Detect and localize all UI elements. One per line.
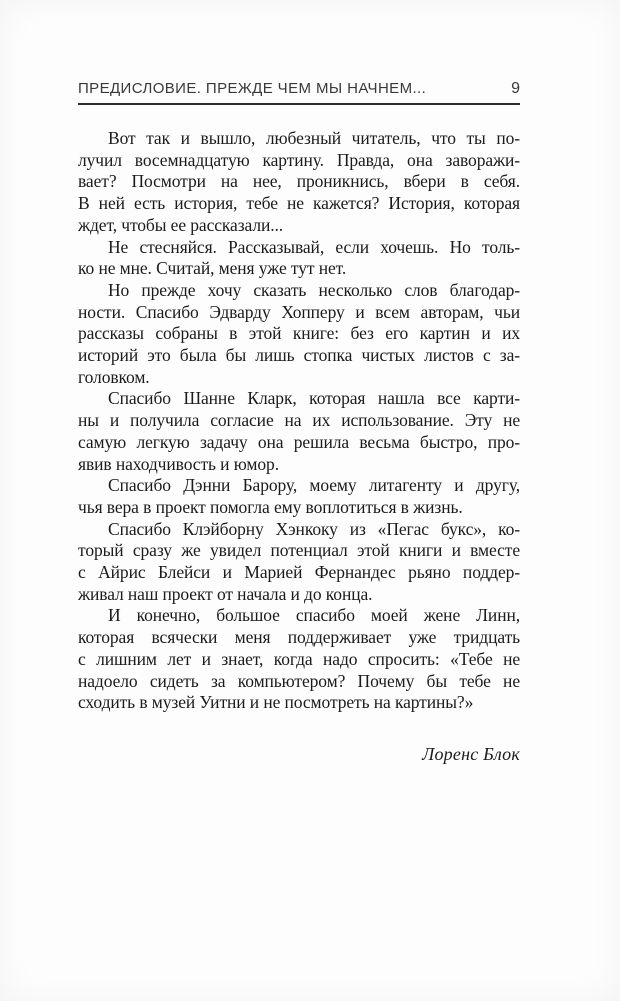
- text-line: сходить в музей Уитни и не посмотреть на картины?»: [78, 692, 474, 713]
- text-line: живал наш проект от начала и до конца.: [78, 583, 373, 604]
- text-line: историй это была бы лишь стопка чистых листов с за-: [78, 345, 520, 366]
- text-line: ко не мне. Считай, меня уже тут нет.: [78, 258, 347, 279]
- paragraph: [78, 605, 520, 714]
- text-line: с лишним лет и знает, когда надо спросить: «Тебе не: [78, 648, 520, 669]
- running-header: [78, 80, 520, 98]
- paragraph: [78, 128, 520, 237]
- text-line: Не стесняйся. Рассказывай, если хочешь. Но толь-: [108, 236, 520, 257]
- paragraph: [78, 519, 520, 606]
- text-line: торый сразу же увидел потенциал этой книги и вместе: [78, 540, 520, 561]
- running-header-title: ПРЕДИСЛОВИЕ. ПРЕЖДЕ ЧЕМ МЫ НАЧНЕМ...: [78, 80, 427, 97]
- text-line: лучил восемнадцатую картину. Правда, она заворажи-: [78, 149, 520, 170]
- text-line: Спасибо Шанне Кларк, которая нашла все карти-: [108, 388, 520, 409]
- paragraph: [78, 280, 520, 389]
- page-content: [78, 0, 520, 765]
- text-line: ждет, чтобы ее рассказали...: [78, 214, 284, 235]
- text-line: ны и получила согласие на их использование. Эту не: [78, 410, 520, 431]
- text-line: рассказы собраны в этой книге: без его картин и их: [78, 323, 520, 344]
- text-line: головком.: [78, 366, 150, 387]
- text-line: которая всячески меня поддерживает уже тридцать: [78, 627, 520, 648]
- text-line: явив находчивость и юмор.: [78, 453, 279, 474]
- header-rule: [78, 103, 520, 105]
- page-number: 9: [511, 80, 520, 97]
- text-line: ности. Спасибо Эдварду Хопперу и всем авторам, чьи: [78, 301, 520, 322]
- text-line: самую легкую задачу она решила весьма быстро, про-: [78, 431, 520, 452]
- paragraph: [78, 475, 520, 518]
- text-line: Вот так и вышло, любезный читатель, что ты по-: [108, 128, 520, 148]
- text-line: В ней есть история, тебе не кажется? История, которая: [78, 193, 520, 214]
- text-line: надоело сидеть за компьютером? Почему бы тебе не: [78, 670, 520, 691]
- text-line: Спасибо Клэйборну Хэнкоку из «Пегас букс», ко-: [108, 518, 520, 539]
- text-line: вает? Посмотри на нее, проникнись, вбери в себя.: [78, 171, 520, 192]
- paragraph: [78, 388, 520, 475]
- text-line: И конечно, большое спасибо моей жене Линн,: [108, 605, 520, 626]
- text-line: чья вера в проект помогла ему воплотиться в жизнь.: [78, 496, 463, 517]
- text-line: Спасибо Дэнни Барору, моему литагенту и другу,: [108, 475, 520, 496]
- author-signature: Лоренс Блок: [422, 743, 520, 764]
- text-line: Но прежде хочу сказать несколько слов благодар-: [108, 279, 520, 300]
- body-paragraphs: [78, 128, 520, 714]
- text-line: с Айрис Блейси и Марией Фернандес рьяно поддер-: [78, 562, 520, 583]
- paragraph: [78, 237, 520, 280]
